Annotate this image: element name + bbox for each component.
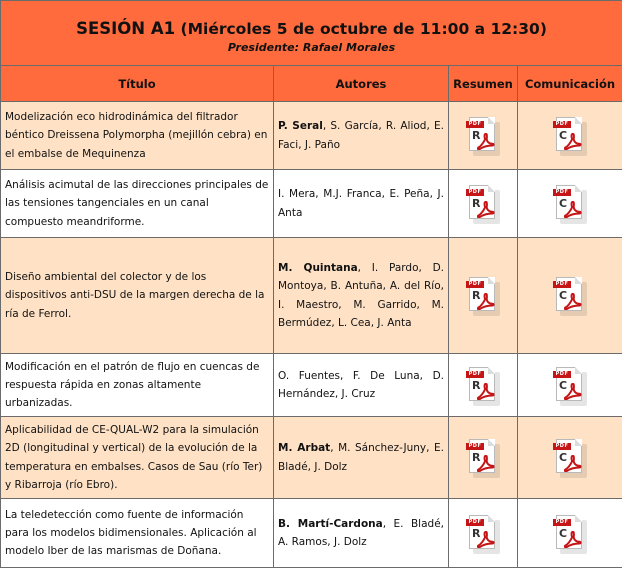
summary-pdf-icon[interactable] bbox=[468, 185, 498, 222]
pdf-letter: R bbox=[472, 129, 480, 142]
acrobat-icon bbox=[564, 531, 582, 548]
co-authors: , I. Pardo, D. Montoya, B. Antuña, A. del Río, I. Maestro, M. Garrido, M. Bermúdez, L. Cea, J. Anta bbox=[278, 262, 444, 329]
pdf-letter: R bbox=[472, 527, 480, 540]
column-header-communication: Comunicación bbox=[518, 66, 622, 102]
paper-authors bbox=[274, 417, 449, 499]
pdf-band: PDF bbox=[553, 121, 571, 128]
lead-author: P. Seral bbox=[278, 120, 323, 132]
summary-pdf-icon[interactable] bbox=[468, 367, 498, 404]
pdf-band: PDF bbox=[466, 121, 484, 128]
paper-title: Modificación en el patrón de flujo en cuencas de respuesta rápida en zonas altamente urbanizadas. bbox=[1, 354, 274, 417]
paper-authors bbox=[274, 238, 449, 354]
paper-authors bbox=[274, 354, 449, 417]
summary-cell bbox=[449, 417, 518, 499]
session-heading bbox=[1, 19, 622, 39]
pdf-letter: R bbox=[472, 197, 480, 210]
pdf-band: PDF bbox=[466, 189, 484, 196]
table-row bbox=[1, 102, 622, 170]
table-row bbox=[1, 417, 622, 499]
pdf-band: PDF bbox=[466, 281, 484, 288]
session-header bbox=[1, 1, 622, 66]
pdf-band: PDF bbox=[553, 371, 571, 378]
paper-rows bbox=[1, 102, 622, 568]
summary-cell bbox=[449, 354, 518, 417]
acrobat-icon bbox=[477, 455, 495, 472]
communication-cell bbox=[518, 102, 622, 170]
table-row bbox=[1, 354, 622, 417]
table-row bbox=[1, 238, 622, 354]
summary-cell bbox=[449, 499, 518, 568]
pdf-band: PDF bbox=[466, 519, 484, 526]
pdf-band: PDF bbox=[553, 443, 571, 450]
communication-pdf-icon[interactable] bbox=[555, 439, 585, 476]
communication-pdf-icon[interactable] bbox=[555, 117, 585, 154]
column-header-title: Título bbox=[1, 66, 274, 102]
summary-pdf-icon[interactable] bbox=[468, 277, 498, 314]
summary-cell bbox=[449, 102, 518, 170]
acrobat-icon bbox=[477, 201, 495, 218]
paper-authors bbox=[274, 170, 449, 238]
pdf-band: PDF bbox=[466, 443, 484, 450]
communication-pdf-icon[interactable] bbox=[555, 367, 585, 404]
summary-pdf-icon[interactable] bbox=[468, 515, 498, 552]
pdf-letter: R bbox=[472, 379, 480, 392]
column-headers bbox=[1, 66, 622, 102]
co-authors: I. Mera, M.J. Franca, E. Peña, J. Anta bbox=[278, 188, 444, 218]
pdf-band: PDF bbox=[553, 189, 571, 196]
table-row bbox=[1, 170, 622, 238]
communication-pdf-icon[interactable] bbox=[555, 185, 585, 222]
co-authors: , E. Bladé, A. Ramos, J. Dolz bbox=[278, 518, 444, 548]
co-authors: , S. García, R. Aliod, E. Faci, J. Paño bbox=[278, 120, 444, 150]
co-authors: O. Fuentes, F. De Luna, D. Hernández, J. Cruz bbox=[278, 370, 444, 400]
communication-cell bbox=[518, 499, 622, 568]
communication-cell bbox=[518, 238, 622, 354]
pdf-letter: R bbox=[472, 451, 480, 464]
paper-title: La teledetección como fuente de información para los modelos bidimensionales. Aplicación al modelo Iber de las marismas de Doñana. bbox=[1, 499, 274, 568]
summary-cell bbox=[449, 238, 518, 354]
pdf-band: PDF bbox=[466, 371, 484, 378]
pdf-letter: C bbox=[559, 379, 567, 392]
pdf-letter: C bbox=[559, 289, 567, 302]
pdf-letter: C bbox=[559, 197, 567, 210]
communication-cell bbox=[518, 170, 622, 238]
summary-pdf-icon[interactable] bbox=[468, 117, 498, 154]
co-authors: , M. Sánchez-Juny, E. Bladé, J. Dolz bbox=[278, 442, 444, 472]
communication-pdf-icon[interactable] bbox=[555, 515, 585, 552]
session-president: Presidente: Rafael Morales bbox=[1, 41, 622, 54]
pdf-letter: R bbox=[472, 289, 480, 302]
session-schedule: (Miércoles 5 de octubre de 11:00 a 12:30) bbox=[181, 20, 547, 38]
column-header-summary: Resumen bbox=[449, 66, 518, 102]
summary-cell bbox=[449, 170, 518, 238]
paper-title: Modelización eco hidrodinámica del filtrador béntico Dreissena Polymorpha (mejillón cebra) en el embalse de Mequinenza bbox=[1, 102, 274, 170]
pdf-letter: C bbox=[559, 451, 567, 464]
communication-cell bbox=[518, 354, 622, 417]
acrobat-icon bbox=[564, 133, 582, 150]
acrobat-icon bbox=[564, 293, 582, 310]
table-row bbox=[1, 499, 622, 568]
paper-authors bbox=[274, 499, 449, 568]
lead-author: B. Martí-Cardona bbox=[278, 518, 383, 530]
lead-author: M. Arbat bbox=[278, 442, 330, 454]
pdf-letter: C bbox=[559, 527, 567, 540]
paper-title: Análisis acimutal de las direcciones principales de las tensiones tangenciales en un canal compuesto meandriforme. bbox=[1, 170, 274, 238]
column-header-authors: Autores bbox=[274, 66, 449, 102]
communication-pdf-icon[interactable] bbox=[555, 277, 585, 314]
acrobat-icon bbox=[477, 293, 495, 310]
communication-cell bbox=[518, 417, 622, 499]
acrobat-icon bbox=[477, 383, 495, 400]
paper-title: Aplicabilidad de CE-QUAL-W2 para la simulación 2D (longitudinal y vertical) de la evolución de la temperatura en embalses. Casos de Sau (río Ter) y Ribarroja (río Ebro). bbox=[1, 417, 274, 499]
acrobat-icon bbox=[477, 133, 495, 150]
paper-title: Diseño ambiental del colector y de los dispositivos anti-DSU de la margen derecha de la ría de Ferrol. bbox=[1, 238, 274, 354]
summary-pdf-icon[interactable] bbox=[468, 439, 498, 476]
acrobat-icon bbox=[564, 383, 582, 400]
lead-author: M. Quintana bbox=[278, 262, 358, 274]
acrobat-icon bbox=[564, 201, 582, 218]
session-name: SESIÓN A1 bbox=[76, 19, 175, 38]
pdf-band: PDF bbox=[553, 281, 571, 288]
pdf-letter: C bbox=[559, 129, 567, 142]
acrobat-icon bbox=[564, 455, 582, 472]
paper-authors bbox=[274, 102, 449, 170]
acrobat-icon bbox=[477, 531, 495, 548]
pdf-band: PDF bbox=[553, 519, 571, 526]
